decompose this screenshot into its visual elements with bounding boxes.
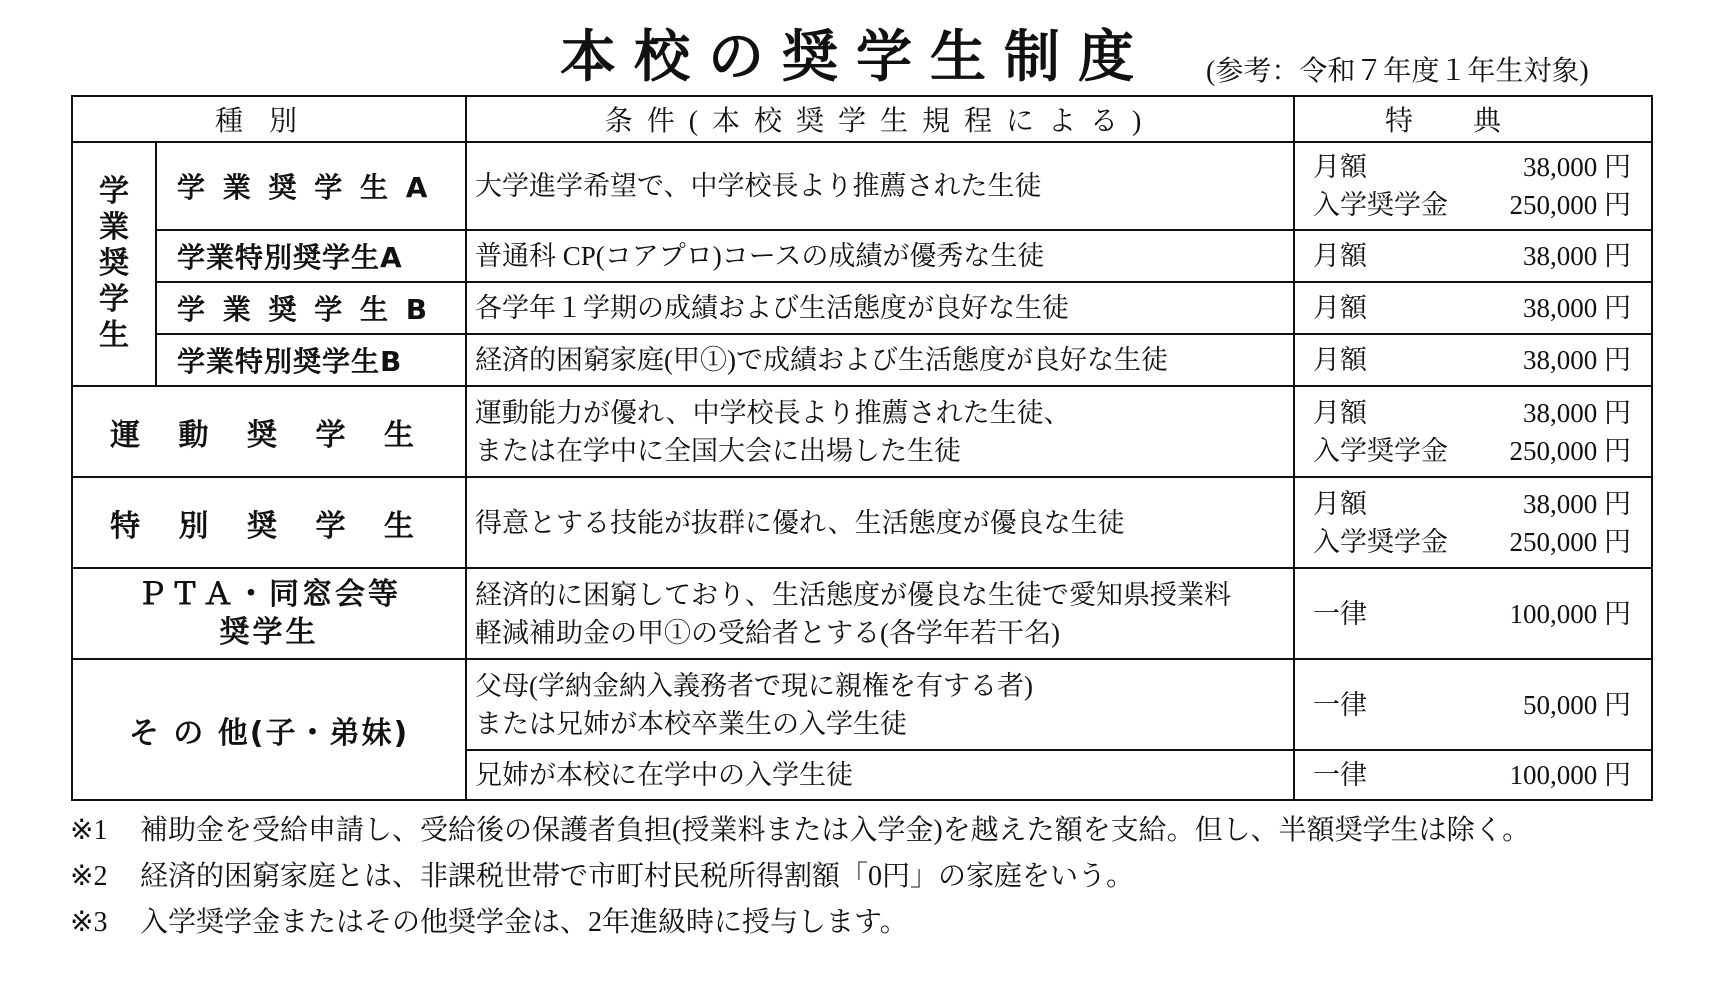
- row-name: [72, 568, 466, 659]
- benefit-label: 一律: [1313, 760, 1368, 790]
- benefit-line: [1313, 432, 1631, 470]
- academic-group-label: [72, 142, 156, 386]
- row-condition: [466, 282, 1294, 334]
- row-condition: [466, 386, 1294, 477]
- benefit-amount: 38,000 円: [1523, 397, 1632, 428]
- condition-line: 各学年１学期の成績および生活態度が良好な生徒: [475, 293, 1070, 323]
- condition-line: 普通科 CP(コアプロ)コースの成績が優秀な生徒: [475, 241, 1045, 271]
- benefit-label: 月額: [1313, 293, 1368, 323]
- benefit-amount: 38,000 円: [1523, 345, 1632, 375]
- benefit-amount: 100,000 円: [1509, 598, 1632, 629]
- condition-line: 経済的困窮家庭(甲①)で成績および生活態度が良好な生徒: [475, 345, 1168, 375]
- benefit-line: [1313, 523, 1631, 561]
- benefit-label: 月額: [1313, 397, 1368, 428]
- scholarship-table: [71, 95, 1653, 801]
- row-condition: [466, 568, 1294, 659]
- condition-line: 父母(学納金納入義務者で現に親権を有する者): [475, 670, 1033, 701]
- benefit-amount: 38,000 円: [1523, 488, 1632, 519]
- benefit-amount: 38,000 円: [1523, 152, 1632, 182]
- row-condition: [466, 230, 1294, 282]
- header-category: 種別: [72, 96, 466, 142]
- row-benefit: [1294, 750, 1652, 800]
- row-benefit: [1294, 142, 1652, 230]
- row-name: 運 動 奨 学 生: [72, 386, 466, 477]
- benefit-line: [1313, 686, 1631, 724]
- condition-line: 得意とする技能が抜群に優れ、生活態度が優良な生徒: [475, 507, 1125, 538]
- benefit-amount: 38,000 円: [1523, 241, 1632, 271]
- row-benefit: [1294, 334, 1652, 386]
- row-condition: [466, 334, 1294, 386]
- table-header-row: [72, 96, 1652, 142]
- row-name-line: ＰＴＡ・同窓会等: [137, 576, 401, 612]
- row-name: 学業特別奨学生B: [156, 334, 466, 386]
- footnote: [70, 808, 1530, 854]
- row-condition: [466, 750, 1294, 800]
- benefit-label: 一律: [1313, 598, 1368, 629]
- row-name: 学 業 奨 学 生 A: [156, 142, 466, 230]
- benefit-amount: 50,000 円: [1523, 689, 1632, 720]
- row-name-line: 奨学生: [219, 614, 319, 650]
- benefit-amount: 250,000 円: [1509, 190, 1632, 220]
- benefit-label: 月額: [1313, 488, 1368, 519]
- row-benefit: [1294, 230, 1652, 282]
- academic-group-char: 生: [99, 318, 129, 353]
- benefit-line: [1313, 595, 1631, 633]
- row-benefit: [1294, 659, 1652, 750]
- footnote-text: 入学奨学金またはその他奨学金は、2年進級時に授与します。: [140, 907, 908, 938]
- footnote: [70, 854, 1530, 900]
- academic-group-char: 業: [99, 210, 129, 245]
- table-row: [72, 568, 1652, 659]
- row-name: 学業特別奨学生A: [156, 230, 466, 282]
- academic-group-char: 学: [99, 174, 129, 209]
- row-condition: [466, 477, 1294, 568]
- condition-line: または兄姉が本校卒業生の入学生徒: [475, 708, 908, 739]
- benefit-label: 一律: [1313, 689, 1368, 720]
- row-condition: [466, 142, 1294, 230]
- page-subtitle: (参考：令和７年度１年生対象): [1206, 56, 1589, 87]
- benefit-line: [1313, 237, 1631, 275]
- benefit-line: [1313, 341, 1631, 379]
- benefit-line: [1313, 148, 1631, 186]
- footnote-text: 補助金を受給申請し、受給後の保護者負担(授業料または入学金)を越えた額を支給。但し、半額奨学生は除く。: [140, 815, 1531, 846]
- table-row: [72, 282, 1652, 334]
- benefit-line: [1313, 186, 1631, 224]
- row-benefit: [1294, 282, 1652, 334]
- table-row: [72, 142, 1652, 230]
- academic-group-char: 学: [99, 282, 129, 317]
- academic-group-char: 奨: [99, 246, 129, 281]
- row-name: 特 別 奨 学 生: [72, 477, 466, 568]
- benefit-label: 月額: [1313, 241, 1368, 271]
- footnote: [70, 900, 1530, 946]
- footnotes: [70, 808, 1530, 946]
- table-row: [72, 477, 1652, 568]
- header-condition: 条件(本校奨学生規程による): [466, 96, 1294, 142]
- condition-line: 大学進学希望で、中学校長より推薦された生徒: [475, 171, 1042, 201]
- row-name: そ の 他(子・弟妹): [72, 659, 466, 800]
- table-row: [72, 230, 1652, 282]
- row-benefit: [1294, 386, 1652, 477]
- footnote-text: 経済的困窮家庭とは、非課税世帯で市町村民税所得割額「0円」の家庭をいう。: [140, 861, 1135, 892]
- table-row: [72, 334, 1652, 386]
- header-benefit: 特典: [1294, 96, 1652, 142]
- benefit-label: 入学奨学金: [1313, 435, 1449, 466]
- benefit-line: [1313, 756, 1631, 794]
- table-row: [72, 386, 1652, 477]
- benefit-line: [1313, 289, 1631, 327]
- row-benefit: [1294, 568, 1652, 659]
- benefit-line: [1313, 485, 1631, 523]
- condition-line: 経済的に困窮しており、生活態度が優良な生徒で愛知県授業料: [475, 579, 1232, 610]
- condition-line: 兄姉が本校に在学中の入学生徒: [475, 760, 854, 790]
- condition-line: 運動能力が優れ、中学校長より推薦された生徒、: [475, 397, 1071, 428]
- benefit-amount: 250,000 円: [1509, 526, 1632, 557]
- footnote-mark: ※3: [70, 907, 108, 938]
- footnote-mark: ※2: [70, 861, 108, 892]
- row-benefit: [1294, 477, 1652, 568]
- benefit-label: 月額: [1313, 152, 1368, 182]
- row-condition: [466, 659, 1294, 750]
- benefit-label: 入学奨学金: [1313, 526, 1449, 557]
- benefit-line: [1313, 394, 1631, 432]
- benefit-label: 入学奨学金: [1313, 190, 1449, 220]
- row-name: 学 業 奨 学 生 B: [156, 282, 466, 334]
- footnote-mark: ※1: [70, 815, 108, 846]
- condition-line: または在学中に全国大会に出場した生徒: [475, 435, 962, 466]
- table-row: [72, 659, 1652, 750]
- page-title: 本校の奨学生制度: [560, 24, 1152, 90]
- condition-line: 軽減補助金の甲①の受給者とする(各学年若干名): [475, 617, 1060, 648]
- benefit-label: 月額: [1313, 345, 1368, 375]
- benefit-amount: 250,000 円: [1509, 435, 1632, 466]
- benefit-amount: 100,000 円: [1509, 760, 1632, 790]
- benefit-amount: 38,000 円: [1523, 293, 1632, 323]
